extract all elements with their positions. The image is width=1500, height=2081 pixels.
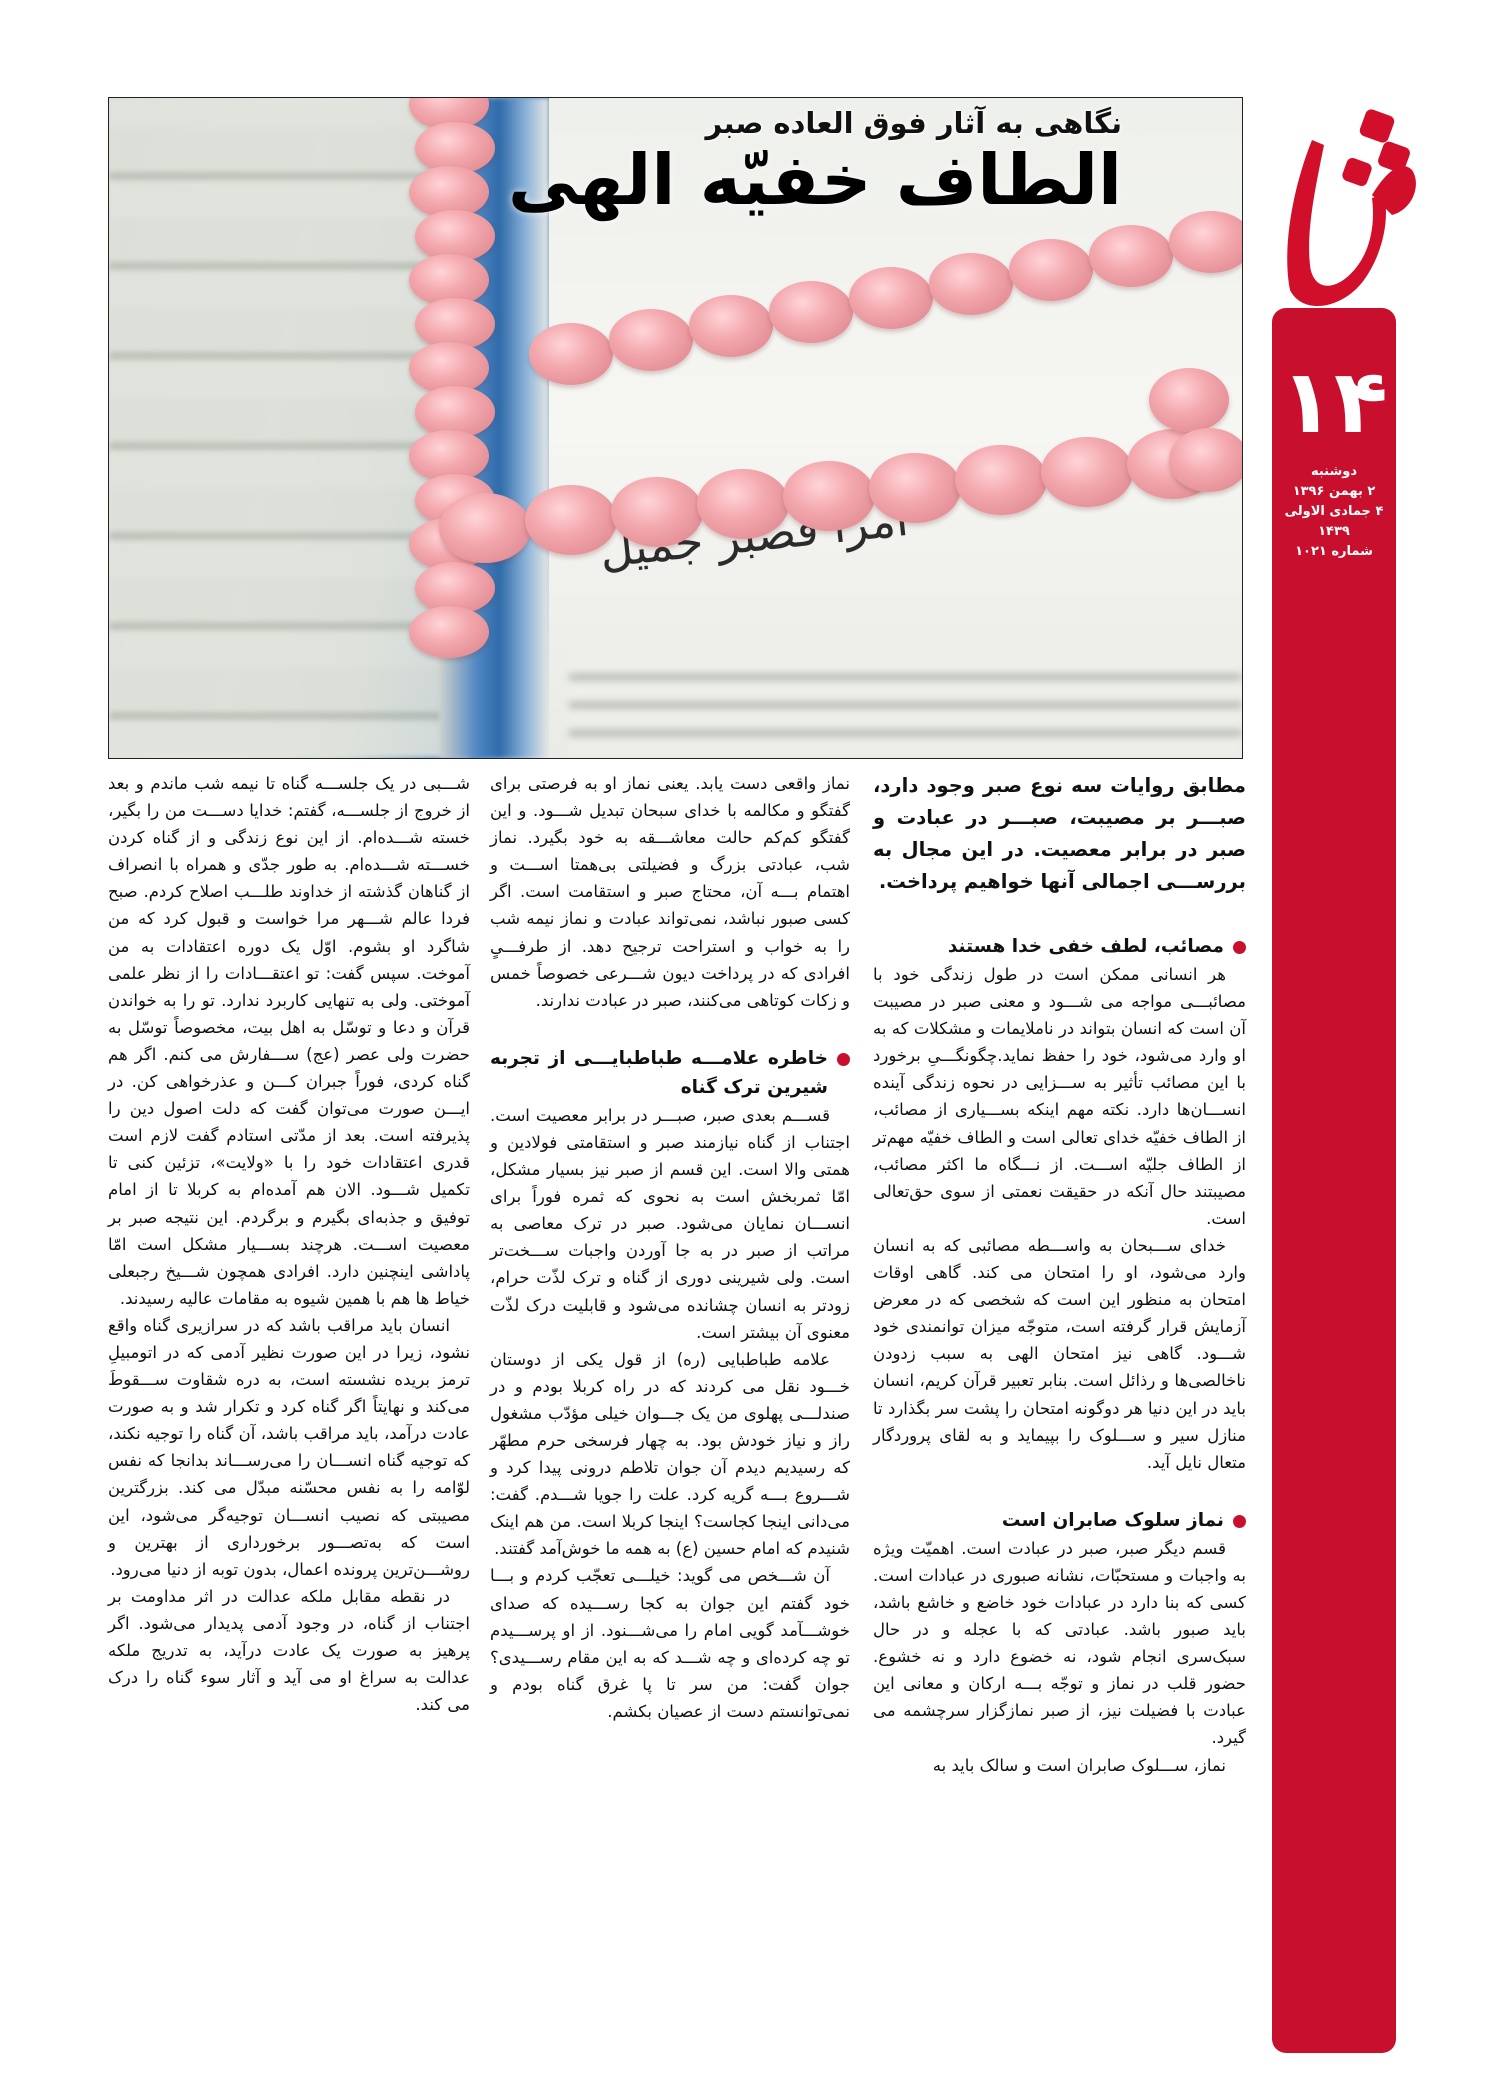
prayer-bead	[529, 323, 613, 385]
prayer-bead	[783, 461, 875, 531]
prayer-bead	[955, 445, 1047, 515]
prayer-bead	[611, 477, 703, 547]
section-heading: مصائب، لطف خفی خدا هستند	[873, 932, 1246, 961]
prayer-bead	[1169, 211, 1243, 273]
headline: الطاف خفیّه الهی	[508, 139, 1122, 221]
photo-blurred-text	[569, 658, 1242, 758]
section-heading: نماز سلوک صابران است	[873, 1506, 1246, 1535]
body-paragraph: قسم دیگر صبر، صبر در عبادت است. اهمیّت ویژه به واجبات و مستحبّات، نشانه صبوری در عبادات است. کسی که بنا دارد در عبادات خود خاضع و خاشع باشد، باید صبور باشد. عبادتی که با عجله و در حال سبک‌سری انجام شود، نه خضوع دارد و نه خشوع. حضور قلب در نماز و توجّه بـــه ارکان و معانی این عبادت با فضیلت نیز، از صبر نمازگزار سرچشمه می گیرد.	[873, 1538, 1246, 1748]
body-paragraph: انسان باید مراقب باشد که در سرازیری گناه واقع نشود، زیرا در این صورت نظیر آدمی که در اتومبیلِ ترمز بریده نشسته است، به دره شقاوت ســـقوطَ می‌کند و نهایتاً اگر گناه کرد و تکرار شد و به صورت عادت درآمد، باید مراقب باشد، آن گناه را توجیه نکند، که توجیه گناه انســـان را می‌رســـاند بدانجا که نفس لوّامه را به نفس محسّنه مبدّل می کند. بزرگترین مصیبتی که نصیب انســـان توجیه‌گر می‌شود، این است که به‌تصـــور برخورداری از بهترین و روشـــن‌ترین پرونده اعمال، بدون توبه از دنیا می‌رود.	[108, 1315, 470, 1579]
prayer-bead	[869, 453, 961, 523]
body-paragraph: خدای ســـبحان به واســـطه مصائبی که به انسان وارد می‌شود، او را امتحان می کند. گاهی اوقات امتحان به منظور این است که شخصی که در معرض آزمایش قرار گرفته است، متوجّه میزان توانمندی خود شـــود. گاهی نیز امتحان الهی به سبب زدودن ناخالصی‌ها و رذائل است. بنابر تعبیر قرآن کریم، انسان باید در این دنیا هر دوگونه امتحان را پشت سر بگذارد تا منازل سیر و ســـلوک را بپیماید و به لقای پروردگار متعال نایل آید.	[873, 1235, 1246, 1472]
bullet-dot-icon	[837, 1053, 850, 1066]
logo-text	[1422, 100, 1423, 101]
lunar-date: ۴ جمادی الاولی ۱۴۳۹	[1284, 504, 1384, 539]
prayer-bead	[1089, 225, 1173, 287]
body-paragraph: نماز واقعی دست یابد. یعنی نماز او به فرصتی برای گفتگو و مکالمه با خدای سبحان تبدیل شـــود. و این گفتگو کم‌کم حالت معاشـــقه به خود بگیرد. نماز شب، عبادتی بزرگ و فضیلتی بی‌همتا اســـت و اهتمام بـــه آن، محتاج صبر و استقامت است. اگر کسی صبور نباشد، نمی‌تواند عبادت و نماز نیمه شب را به خواب و استراحت ترجیح دهد. از طرفـــیٍ افرادی که در پرداخت دیون شـــرعی خصوصاً خمس و زکات کوتاهی می‌کنند، صبر در عبادت ندارند.	[490, 774, 850, 1010]
article-column-2	[490, 770, 850, 1725]
prayer-bead	[1149, 368, 1229, 432]
prayer-bead	[609, 309, 693, 371]
prayer-bead	[1009, 239, 1093, 301]
issue-number: شماره ۱۰۲۱	[1295, 544, 1373, 559]
prayer-bead	[1041, 437, 1133, 507]
prayer-bead	[689, 295, 773, 357]
weekday: دوشنبه	[1310, 464, 1358, 479]
prayer-bead	[697, 469, 789, 539]
photo-verse-text: امراً فصبرٌ	[714, 491, 911, 566]
bullet-dot-icon	[1233, 941, 1246, 954]
headline-block	[508, 106, 1122, 221]
prayer-bead	[929, 253, 1013, 315]
article-column-1	[873, 770, 1246, 1779]
prayer-bead	[525, 485, 617, 555]
issue-info-panel	[1272, 308, 1396, 2053]
body-paragraph: شـــبی در یک جلســـه گناه تا نیمه شب ماندم و بعد از خروج از جلســـه، گفتم: خدایا دســـت من را بگیر، خسته شـــده‌ام. از این نوع زندگی و از گناه کردن خســـته شـــده‌ام. به طور جدّی و همراه با انصراف از گناهان گذشته از خداوند طلـــب اصلاح کردم. صبح فردا عالم شـــهر مرا خواست و قبول کرد که من شاگرد او بشوم. اوّل یک دوره اعتقادات به من آموخت. سپس گفت: تو اعتقـــادات را از نظر علمی آموختی. ولی به تنهایی کاربرد ندارد. تو را به خواندن قرآن و دعا و توسّل به اهل بیت، مخصوصاً توسّل به حضرت ولی عصر (عج) ســـفارش می کنم. اگر هم گناه کردی، فوراً جبران کـــن و عذرخواهی کن. در ایـــن صورت می‌توان گفت که دلت اصول دین را پذیرفته است. بعد از مدّتی استادم گفت لازم است قدری اعتقادات خود را با «ولایت»، تزئین کنی تا تکمیل شـــود. الان هم آمده‌ام به کربلا تا از امام توفیق و جذبه‌ای بگیرم و برگردم. این نتیجه صبر بر معصیت اســـت. هرچند بســـیار مشکل است امّا پاداشی اینچنین دارد. افرادی همچون شـــیخ رجبعلی خیاط ها هم با همین شیوه به مقامات عالیه رسیدند.	[108, 774, 470, 1308]
hero-photo	[108, 97, 1243, 759]
body-paragraph: هر انسانی ممکن است در طول زندگی خود با مصائبـــی مواجه می شـــود و معنی صبر در مصیبت آن است که انسان بتواند در ناملایمات و مشکلات که به او وارد می‌شود، خود را حفظ نماید.چگونگـــیِ برخورد با این مصائب تأثیر به ســـزایی در نحوه زندگی آینده انســـان‌ها دارد. نکته مهم اینکه بســـیاری از مصائب، از الطاف خفیّه خدای تعالی است و الطاف خفیّه مهم‌تر از الطاف جلیّه اســـت. از نـــگاه ما اکثر مصائب، مصیبتند حال آنکه در حقیقت نعمتی از سوی حق‌تعالی است.	[873, 965, 1246, 1228]
body-paragraph: قســـم بعدی صبر، صبـــر در برابر معصیت است. اجتناب از گناه نیازمند صبر و استقامتی فولادین و همتی والا است. این قسم از صبر نیز بسیار مشکل، امّا ثمربخش است به نحوی که ثمره فوراً برای انســـان نمایان می‌شود. صبر در ترک معاصی به مراتب از صبر در به جا آوردن واجبات ســـخت‌تر است. ولی شیرینی دوری از گناه و ترک لذّت حرام، زودتر به انسان چشانده می‌شود و قابلیت درک لذّت معنوی آن بیشتر است.	[490, 1105, 850, 1342]
bullet-dot-icon	[1233, 1515, 1246, 1528]
prayer-bead	[409, 606, 489, 658]
kicker: نگاهی به آثار فوق العاده صبر	[705, 106, 1122, 140]
publication-logo	[1272, 100, 1422, 315]
page-number: ۱۴	[1280, 350, 1388, 453]
prayer-bead	[769, 281, 853, 343]
body-paragraph: در نقطه مقابل ملکه عدالت در اثر مداومت بر اجتناب از گناه، در وجود آدمی پدیدار می‌شود. اگر پرهیز به صورت یک عادت درآید، به تدریج ملکه عدالت به سراغ او می آید و آثار سوء گناه را درک می کند.	[108, 1586, 470, 1715]
body-paragraph: علامه طباطبایی (ره) از قول یکی از دوستان خـــود نقل می کردند که در راه کربلا بودم و در صندلـــی پهلوی من یک جـــوان خیلی مؤدّب مشغول راز و نیاز خودش بود. به چهار فرسخی حرم مطهّر که رسیدیم دیدم آن جوان تلاطم درونی پیدا کرد و شـــروع بـــه گریه کرد. علت را جویا شـــدم. گفت: می‌دانی اینجا کجاست؟ اینجا کربلا است. من هم اینک شنیدم که امام حسین (ع) به همه ما خوش‌آمد گفتند.	[490, 1349, 850, 1559]
section-heading: خاطره علامـــه طباطبایـــی از تجربه شیرین ترک گناه	[490, 1044, 850, 1102]
prayer-bead	[439, 493, 531, 563]
body-paragraph: آن شـــخص می گوید: خیلـــی تعجّب کردم و بـــا خود گفتم این جوان به کجا رســـیده که صدای خوشـــآمد گویی امام را می‌شـــنود. از او پرســـیدم تو چه کرده‌ای و چه شـــد که به این مقام رســـیدی؟ جوان گفت: من سر تا پا غرق گناه بودم و نمی‌توانستم دست از عصیان بکشم.	[490, 1566, 850, 1721]
logo-calligraphy-icon	[1272, 100, 1422, 315]
article-column-3	[108, 770, 470, 1718]
prayer-bead	[849, 267, 933, 329]
lead-paragraph: مطابق روایات سه نوع صبر وجود دارد، صبـــر بر مصیبت، صبـــر در عبادت و صبر در برابر معصیت. در این مجال به بررســـی اجمالی آنها خواهیم پرداخت.	[873, 774, 1246, 893]
body-paragraph: نماز، ســـلوک صابران است و سالک باید به	[932, 1755, 1226, 1775]
solar-date: ۲ بهمن ۱۳۹۶	[1292, 484, 1376, 499]
prayer-bead	[1169, 428, 1243, 492]
